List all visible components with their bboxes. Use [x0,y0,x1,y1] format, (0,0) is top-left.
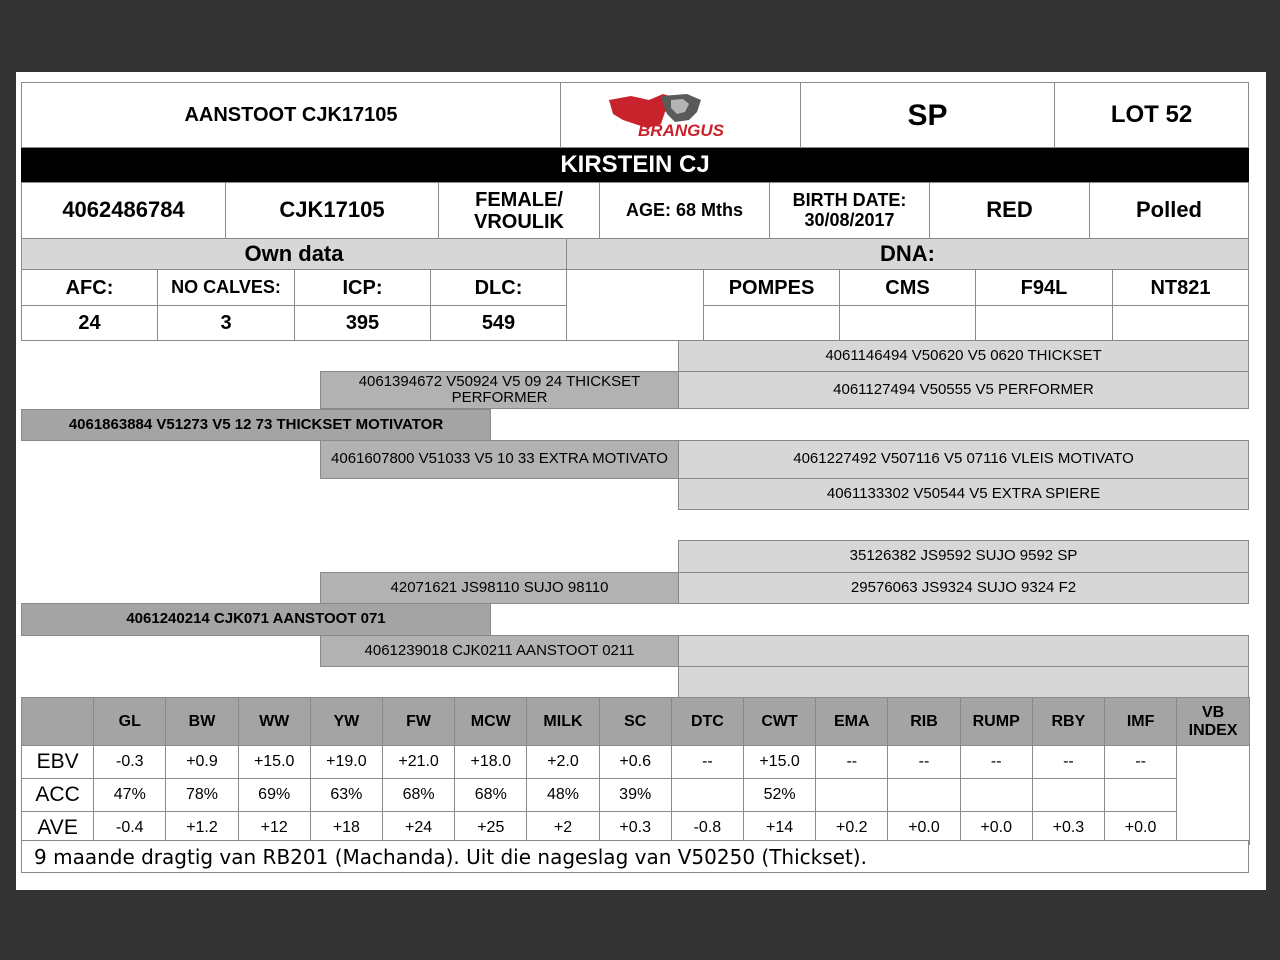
ebv-col-header-mcw: MCW [454,697,527,746]
ebv-cell-ave-fw: +24 [382,811,455,845]
ebv-cell-ebv-ww: +15.0 [238,745,311,779]
ebv-col-header-ww: WW [238,697,311,746]
ebv-cell-ebv-yw: +19.0 [310,745,383,779]
ebv-col-header-ema: EMA [815,697,888,746]
grade-badge: SP [800,82,1055,148]
ebv-cell-ebv-sc: +0.6 [599,745,672,779]
dna-title: DNA: [566,238,1249,270]
afc-label: AFC: [21,269,158,306]
ebv-cell-ebv-gl: -0.3 [93,745,166,779]
dlc-label: DLC: [430,269,567,306]
ebv-cell-ave-sc: +0.3 [599,811,672,845]
dna-cms-value [839,305,976,341]
ebv-col-header-milk: MILK [526,697,599,746]
pedigree-dam-sire: 42071621 JS98110 SUJO 98110 [320,572,679,604]
pedigree-sire: 4061863884 V51273 V5 12 73 THICKSET MOTIVATOR [21,409,491,441]
pedigree-sire-sire: 4061394672 V50924 V5 09 24 THICKSET PERFORMER [320,371,679,409]
ebv-cell-acc-milk: 48% [526,778,599,812]
pedigree-sire-sire-dam: 4061127494 V50555 V5 PERFORMER [678,371,1249,409]
ebv-cell-acc-gl: 47% [93,778,166,812]
animal-name: AANSTOOT CJK17105 [21,82,561,148]
ebv-cell-ave-imf: +0.0 [1104,811,1177,845]
svg-text:BRANGUS: BRANGUS [637,121,724,140]
pedigree-sire-dam: 4061607800 V51033 V5 10 33 EXTRA MOTIVATO [320,440,679,479]
ebv-cell-acc-yw: 63% [310,778,383,812]
ebv-col-header-rump: RUMP [960,697,1033,746]
ebv-cell-ave-rby: +0.3 [1032,811,1105,845]
dna-f94l-label: F94L [975,269,1113,306]
ebv-col-header-dtc: DTC [671,697,744,746]
no-calves-value: 3 [157,305,295,341]
ebv-cell-ebv-mcw: +18.0 [454,745,527,779]
ebv-cell-ave-rump: +0.0 [960,811,1033,845]
icp-label: ICP: [294,269,431,306]
pedigree-dam-sire-sire: 35126382 JS9592 SUJO 9592 SP [678,540,1249,573]
ebv-col-header-fw: FW [382,697,455,746]
ebv-cell-ebv-fw: +21.0 [382,745,455,779]
lot-sheet [16,72,1266,890]
dna-blank-cell [566,269,704,341]
ebv-cell-ebv-rib: -- [887,745,960,779]
pedigree-dam-sire-dam: 29576063 JS9324 SUJO 9324 F2 [678,572,1249,604]
ebv-col-header-vb-index: VB INDEX [1176,697,1250,746]
comment: 9 maande dragtig van RB201 (Machanda). Uit die nageslag van V50250 (Thickset). [21,840,1249,873]
ebv-cell-ave-milk: +2 [526,811,599,845]
ebv-cell-ave-rib: +0.0 [887,811,960,845]
ebv-cell-acc-mcw: 68% [454,778,527,812]
dna-cms-label: CMS [839,269,976,306]
pedigree-dam-dam: 4061239018 CJK0211 AANSTOOT 0211 [320,635,679,667]
ebv-cell-acc-cwt: 52% [743,778,816,812]
ebv-col-header-rby: RBY [1032,697,1105,746]
ebv-col-header-cwt: CWT [743,697,816,746]
pedigree-dam-dam-dam [678,666,1249,698]
id-number: 4062486784 [21,182,226,239]
ebv-vb-index-value [1176,745,1250,845]
ebv-row-label-ave: AVE [21,811,94,845]
horn-status: Polled [1089,182,1249,239]
dna-nt821-label: NT821 [1112,269,1249,306]
ebv-cell-ebv-rump: -- [960,745,1033,779]
ebv-cell-acc-rby [1032,778,1105,812]
ebv-cell-ebv-dtc: -- [671,745,744,779]
birth-date: BIRTH DATE: 30/08/2017 [769,182,930,239]
own-data-title: Own data [21,238,567,270]
ebv-cell-ave-dtc: -0.8 [671,811,744,845]
pedigree-dam-dam-sire [678,635,1249,667]
afc-value: 24 [21,305,158,341]
ebv-col-header-sc: SC [599,697,672,746]
ebv-cell-ebv-bw: +0.9 [165,745,238,779]
ebv-cell-acc-sc: 39% [599,778,672,812]
colour: RED [929,182,1090,239]
ebv-cell-acc-imf [1104,778,1177,812]
ebv-cell-ave-ww: +12 [238,811,311,845]
ebv-cell-acc-ema [815,778,888,812]
sex: FEMALE/ VROULIK [438,182,600,239]
ebv-cell-ebv-ema: -- [815,745,888,779]
ebv-cell-acc-ww: 69% [238,778,311,812]
animal-code: CJK17105 [225,182,439,239]
ebv-cell-ave-bw: +1.2 [165,811,238,845]
ebv-cell-ave-ema: +0.2 [815,811,888,845]
ebv-row-label-acc: ACC [21,778,94,812]
pedigree-sire-sire-sire: 4061146494 V50620 V5 0620 THICKSET [678,340,1249,372]
ebv-col-header-bw: BW [165,697,238,746]
ebv-col-header-imf: IMF [1104,697,1177,746]
ebv-cell-ebv-rby: -- [1032,745,1105,779]
icp-value: 395 [294,305,431,341]
ebv-col-header-rib: RIB [887,697,960,746]
ebv-col-header-gl: GL [93,697,166,746]
ebv-row-label-ebv: EBV [21,745,94,779]
age: AGE: 68 Mths [599,182,770,239]
ebv-cell-ebv-cwt: +15.0 [743,745,816,779]
ebv-cell-acc-bw: 78% [165,778,238,812]
ebv-cell-acc-rib [887,778,960,812]
ebv-col-header-yw: YW [310,697,383,746]
dlc-value: 549 [430,305,567,341]
dna-f94l-value [975,305,1113,341]
lot-number: LOT 52 [1054,82,1249,148]
pedigree-sire-dam-dam: 4061133302 V50544 V5 EXTRA SPIERE [678,478,1249,510]
pedigree-dam: 4061240214 CJK071 AANSTOOT 071 [21,603,491,636]
breeder-name: KIRSTEIN CJ [21,148,1249,182]
dna-pompes-label: POMPES [703,269,840,306]
ebv-cell-acc-rump [960,778,1033,812]
ebv-corner-cell [21,697,94,746]
dna-pompes-value [703,305,840,341]
ebv-cell-ebv-milk: +2.0 [526,745,599,779]
ebv-cell-acc-dtc [671,778,744,812]
ebv-cell-ave-yw: +18 [310,811,383,845]
brangus-logo [560,82,801,148]
ebv-cell-acc-fw: 68% [382,778,455,812]
dna-nt821-value [1112,305,1249,341]
ebv-cell-ave-cwt: +14 [743,811,816,845]
no-calves-label: NO CALVES: [157,269,295,306]
ebv-cell-ave-gl: -0.4 [93,811,166,845]
pedigree-sire-dam-sire: 4061227492 V507116 V5 07116 VLEIS MOTIVATO [678,440,1249,479]
bull-logo-icon [601,90,761,140]
ebv-cell-ebv-imf: -- [1104,745,1177,779]
ebv-cell-ave-mcw: +25 [454,811,527,845]
